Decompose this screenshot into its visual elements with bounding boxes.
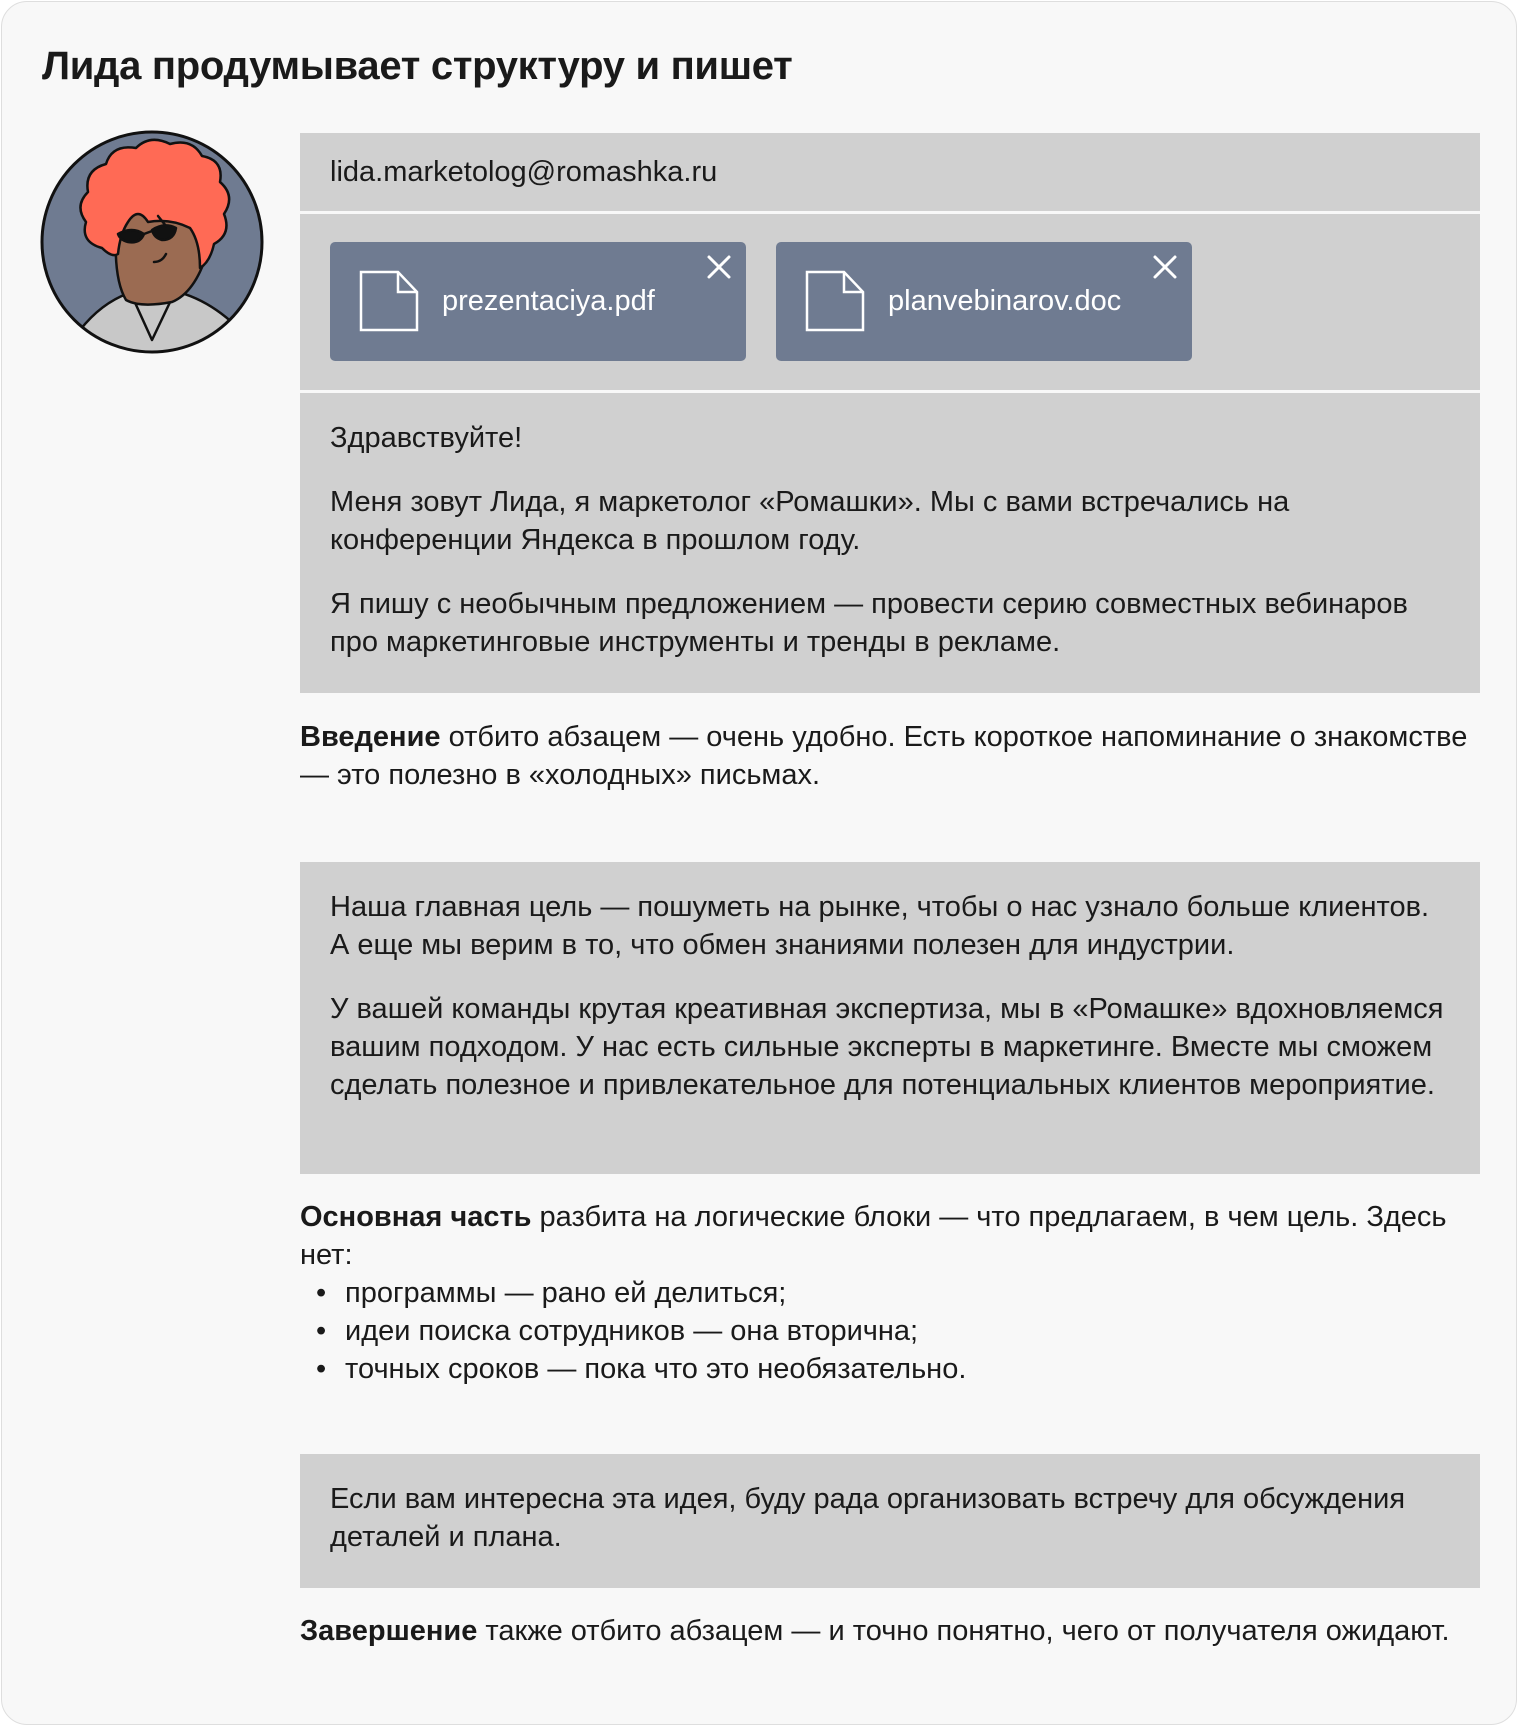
email-body-block bbox=[300, 862, 1480, 1174]
page-title: Лида продумывает структуру и пишет bbox=[42, 44, 793, 88]
woman-portrait-icon bbox=[40, 130, 264, 354]
note-text: отбито абзацем — очень удобно. Есть короткое напоминание о знакомстве — это полезно в «холодных» письмах. bbox=[300, 721, 1468, 791]
email-intro-block bbox=[300, 393, 1480, 693]
body-paragraph: Наша главная цель — пошуметь на рынке, чтобы о нас узнало больше клиентов. А еще мы верим в то, что обмен знаниями полезен для индустрии. bbox=[330, 891, 1430, 961]
note-label: Основная часть bbox=[300, 1201, 532, 1233]
closing-note bbox=[300, 1612, 1480, 1650]
card bbox=[1, 1, 1517, 1725]
body-note bbox=[300, 1198, 1480, 1388]
document-icon bbox=[358, 270, 420, 332]
close-icon[interactable] bbox=[706, 254, 732, 280]
greeting: Здравствуйте! bbox=[330, 422, 523, 454]
close-icon[interactable] bbox=[1152, 254, 1178, 280]
note-text: также отбито абзацем — и точно понятно, чего от получателя ожидают. bbox=[477, 1615, 1450, 1647]
list-item: • точных сроков — пока что это необязательно. bbox=[300, 1350, 1480, 1388]
attachment-chip[interactable] bbox=[776, 242, 1192, 361]
email-closing-block bbox=[300, 1454, 1480, 1588]
attachment-name: prezentaciya.pdf bbox=[442, 285, 655, 317]
list-item: • программы — рано ей делиться; bbox=[300, 1274, 1480, 1312]
note-label: Завершение bbox=[300, 1615, 478, 1647]
intro-paragraph: Я пишу с необычным предложением — провести серию совместных вебинаров про маркетинговые инструменты и тренды в рекламе. bbox=[330, 588, 1408, 658]
recipient-field[interactable] bbox=[300, 133, 1480, 211]
intro-note bbox=[300, 718, 1480, 794]
closing-paragraph: Если вам интересна эта идея, буду рада организовать встречу для обсуждения деталей и плана. bbox=[330, 1483, 1406, 1553]
attachment-chip[interactable] bbox=[330, 242, 746, 361]
document-icon bbox=[804, 270, 866, 332]
body-paragraph: У вашей команды крутая креативная экспертиза, мы в «Ромашке» вдохновляемся вашим подходом. У нас есть сильные эксперты в маркетинге. Вместе мы сможем сделать полезное и привлекательное для потенциальных клиентов мероприятие. bbox=[330, 993, 1444, 1101]
note-text: разбита на логические блоки — что предлагаем, в чем цель. Здесь нет: bbox=[300, 1201, 1447, 1271]
intro-paragraph: Меня зовут Лида, я маркетолог «Ромашки». Мы с вами встречались на конференции Яндекса в прошлом году. bbox=[330, 486, 1290, 556]
attachments-row bbox=[300, 214, 1480, 390]
list-item: • идеи поиска сотрудников — она вторична; bbox=[300, 1312, 1480, 1350]
bullet-list bbox=[300, 1274, 1480, 1388]
note-label: Введение bbox=[300, 721, 441, 753]
attachment-name: planvebinarov.doc bbox=[888, 285, 1122, 317]
recipient-address: lida.marketolog@romashka.ru bbox=[330, 156, 718, 188]
